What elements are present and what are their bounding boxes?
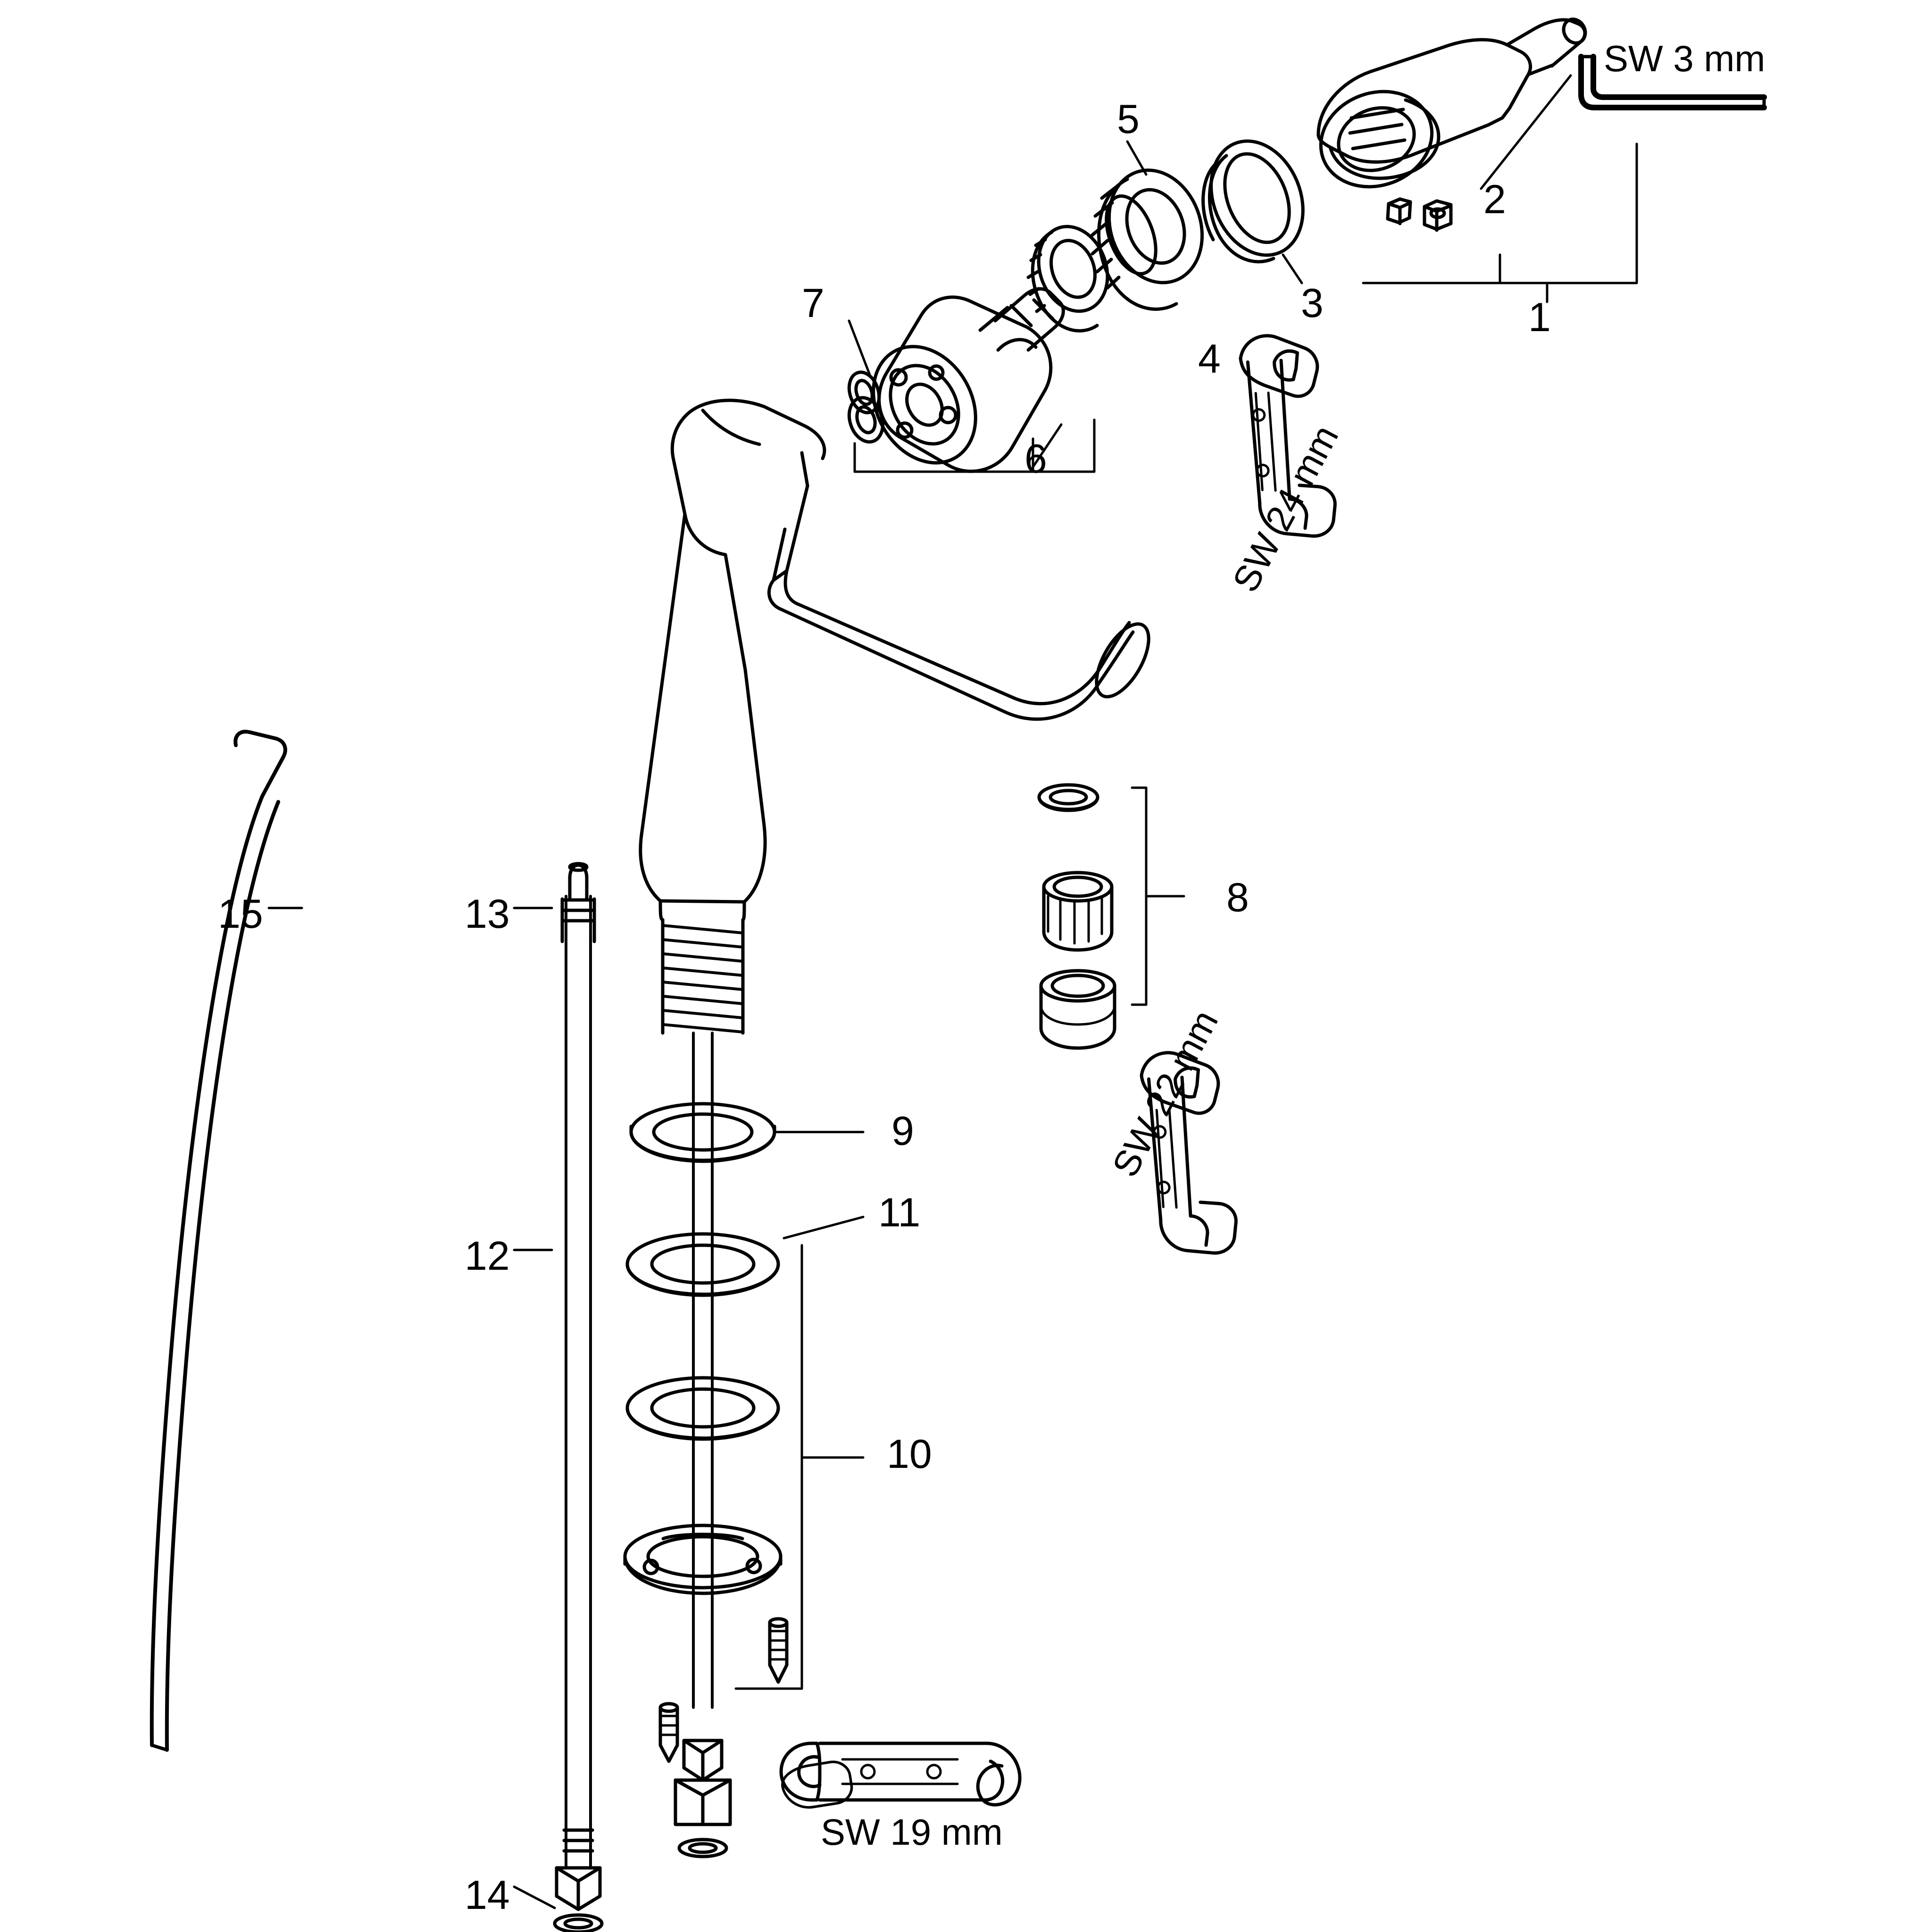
- part-10-washer: [627, 1378, 778, 1439]
- callout-14: 14: [465, 1873, 510, 1918]
- tool-wrench-19: [781, 1743, 1020, 1807]
- tool-label-sw-24mm: SW 24 mm: [1224, 418, 1347, 599]
- part-2-set-screw: [1388, 199, 1451, 230]
- callout-1: 1: [1528, 295, 1551, 340]
- part-8-aerator: [1039, 785, 1115, 1048]
- callout-10: 10: [887, 1432, 932, 1477]
- callout-5: 5: [1117, 97, 1140, 142]
- callout-12: 12: [465, 1233, 510, 1279]
- part-10-screws: [660, 1619, 787, 1761]
- part-15-rod: [152, 732, 285, 1750]
- callout-6: 6: [1024, 436, 1047, 482]
- part-hose-nut-right: [675, 1740, 730, 1857]
- part-9-washer: [631, 1104, 774, 1161]
- callout-15: 15: [218, 891, 263, 937]
- part-6-cartridge: [853, 217, 1119, 482]
- part-11-washer: [627, 1234, 778, 1295]
- callout-11: 11: [878, 1190, 921, 1235]
- callout-9: 9: [891, 1108, 914, 1154]
- tool-label-sw-3mm: SW 3 mm: [1604, 38, 1765, 79]
- callout-13: 13: [465, 891, 510, 937]
- part-10-base-plate: [625, 1525, 781, 1593]
- part-main-faucet-body: [641, 400, 1159, 1707]
- callout-2: 2: [1483, 177, 1506, 222]
- callout-8: 8: [1226, 875, 1249, 920]
- part-3-ring: [1195, 127, 1319, 269]
- callout-4: 4: [1198, 336, 1221, 382]
- part-5-threaded-cap: [1092, 157, 1217, 309]
- part-handle-lever: [1307, 16, 1590, 202]
- tool-label-sw-19mm: SW 19 mm: [821, 1811, 1003, 1853]
- tool-label-sw-22mm: SW 22 mm: [1104, 1003, 1226, 1183]
- part-12-hose: [555, 864, 602, 1932]
- callout-7: 7: [802, 281, 824, 326]
- callout-3: 3: [1301, 281, 1324, 326]
